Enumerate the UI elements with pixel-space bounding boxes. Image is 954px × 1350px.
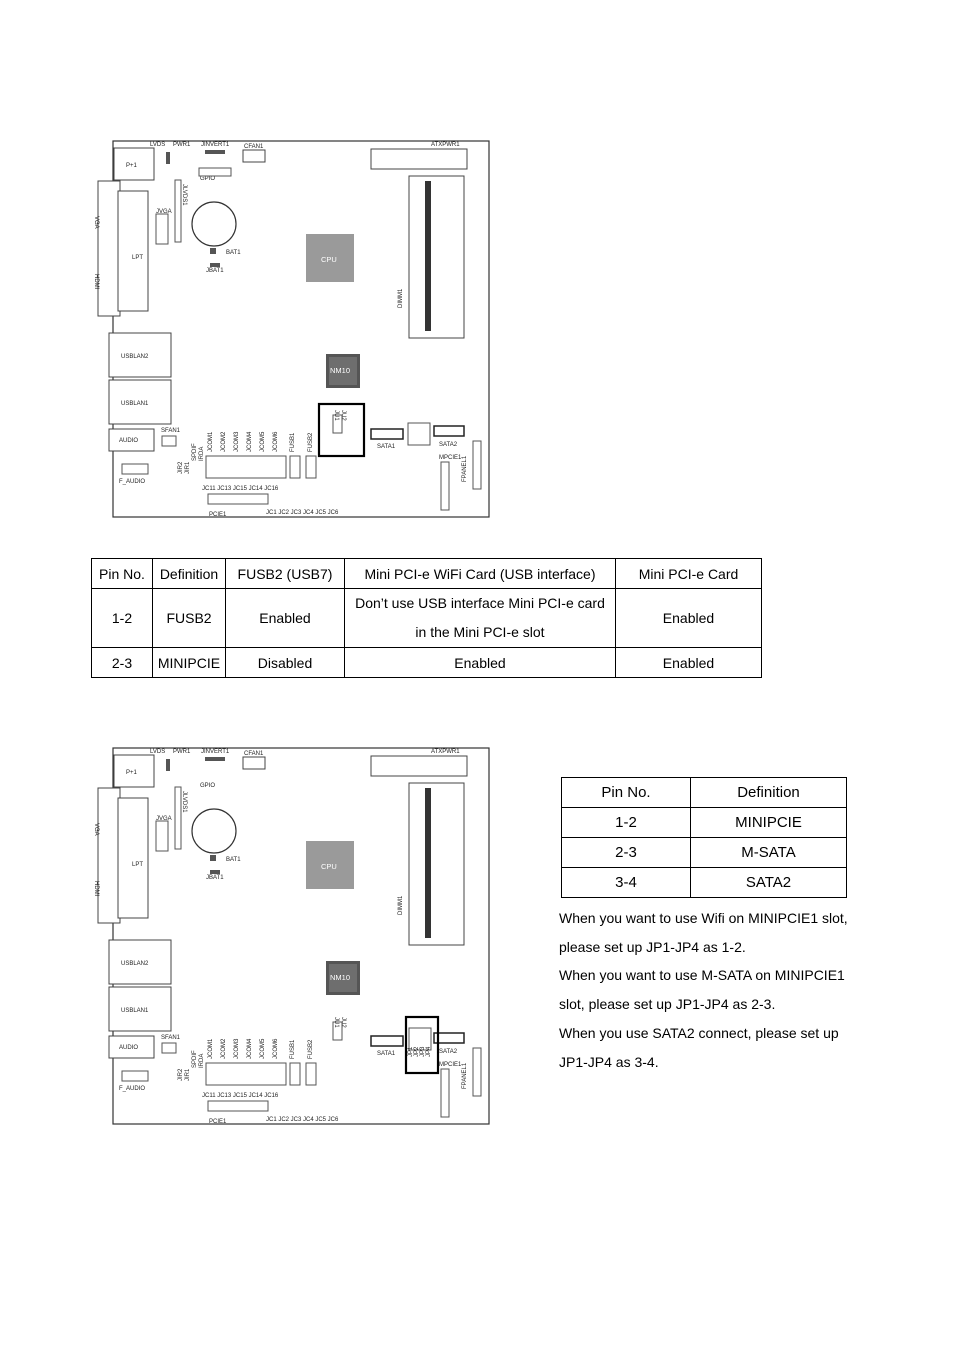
board-label: GPIO	[200, 783, 216, 789]
board-label: JP2	[414, 1046, 420, 1057]
board-label: JCOM6	[273, 431, 279, 452]
header-cell: Definition	[153, 559, 226, 589]
board-label: PWR1	[173, 749, 191, 755]
board-label: JCOM1	[208, 431, 214, 452]
board-label: SATA1	[377, 444, 396, 450]
board-label: SATA2	[439, 1049, 458, 1055]
table-row	[562, 808, 847, 838]
header-cell: Pin No.	[92, 559, 153, 589]
table-cell: FUSB2	[153, 589, 226, 648]
board-label: VGA	[93, 823, 99, 836]
note-line: When you want to use M-SATA on MINIPCIE1	[559, 967, 845, 984]
motherboard-diagram-jp-jumper	[86, 743, 496, 1128]
board-label: PWR1	[173, 142, 191, 148]
header-cell: Definition	[691, 778, 847, 808]
table-row	[92, 648, 762, 678]
board-label: BAT1	[226, 857, 241, 863]
board-label: FPANEL1	[462, 1062, 468, 1089]
board-label: JU2	[340, 1017, 346, 1028]
board-label: LVDS	[150, 142, 166, 148]
board-label: DIMM1	[398, 895, 404, 915]
board-label: DIMM1	[398, 288, 404, 308]
board-label: JU2	[340, 410, 346, 421]
board-label: USBLAN2	[121, 354, 149, 360]
board-label: JVGA	[156, 816, 172, 822]
board-label: FPANEL1	[462, 455, 468, 482]
board-label: MPCIE1	[439, 455, 462, 461]
board-label: JCOM5	[260, 1038, 266, 1059]
note-line: When you want to use Wifi on MINIPCIE1 slot,	[559, 910, 848, 926]
board-label: JC11 JC13 JC15 JC14 JC16	[202, 1093, 279, 1099]
board-label: JP4	[426, 1046, 432, 1057]
board-label: SFAN1	[161, 428, 181, 434]
header-cell: Pin No.	[562, 778, 691, 808]
table-cell-line: in the Mini PCI-e slot	[415, 624, 545, 640]
board-label: JIR2	[178, 1068, 184, 1081]
board-label: JCOM2	[221, 431, 227, 452]
table-cell: Disabled	[226, 648, 345, 678]
board-label: HDMI	[93, 274, 99, 290]
board-label: GPIO	[200, 176, 216, 182]
board-label: AUDIO	[119, 438, 139, 444]
table-cell: MINIPCIE	[153, 648, 226, 678]
board-label: FUSB1	[290, 1039, 296, 1059]
board-label: FUSB2	[308, 1039, 314, 1059]
note-line: JP1-JP4 as 3-4.	[559, 1053, 659, 1070]
board-label: IRDA	[199, 446, 205, 461]
board-label: SATA2	[439, 442, 458, 448]
table-row	[92, 589, 762, 648]
table-cell: SATA2	[691, 868, 847, 898]
jp-jumper-table	[561, 777, 847, 898]
board-label: JP3	[420, 1046, 426, 1057]
board-label: CFAN1	[244, 144, 264, 150]
board-label: JVGA	[156, 209, 172, 215]
board-label: P+1	[126, 770, 137, 776]
board-label: CPU	[321, 862, 337, 871]
board-label: FUSB2	[308, 432, 314, 452]
board-label: JC11 JC13 JC15 JC14 JC16	[202, 486, 279, 492]
board-label: JCOM1	[208, 1038, 214, 1059]
board-label: JU1	[333, 410, 339, 421]
board-label: FUSB1	[290, 432, 296, 452]
board-label: JBAT1	[206, 268, 224, 274]
board-label: LVDS	[150, 749, 166, 755]
board-label: F_AUDIO	[119, 1086, 146, 1092]
board-label: SATA1	[377, 1051, 396, 1057]
table-header-row	[562, 778, 847, 808]
board-label: SFAN1	[161, 1035, 181, 1041]
ju-jumper-table	[91, 558, 762, 678]
table-cell: Enabled	[226, 589, 345, 648]
table-cell: Enabled	[616, 648, 762, 678]
board-label: USBLAN2	[121, 961, 149, 967]
board-label: JCOM5	[260, 431, 266, 452]
board-label: AUDIO	[119, 1045, 139, 1051]
table-cell: Enabled	[345, 648, 616, 678]
board-label: MPCIE1	[439, 1062, 462, 1068]
board-label: JU1	[333, 1017, 339, 1028]
board-label: JINVERT1	[201, 142, 230, 148]
table-cell	[345, 589, 616, 648]
board-label: SPDIF	[192, 443, 198, 461]
table-header-row	[92, 559, 762, 589]
motherboard-diagram-ju-jumper	[86, 136, 496, 521]
table-cell: M-SATA	[691, 838, 847, 868]
board-label: JCOM3	[234, 1038, 240, 1059]
board-label: JIR2	[178, 461, 184, 474]
board-label: PCIE1	[209, 512, 227, 518]
board-label: USBLAN1	[121, 401, 149, 407]
board-label: NM10	[330, 973, 351, 982]
board-label: CPU	[321, 255, 337, 264]
table-cell: Enabled	[616, 589, 762, 648]
board-label: JCOM6	[273, 1038, 279, 1059]
motherboard-layout	[86, 743, 496, 1128]
board-label: JCOM4	[247, 431, 253, 452]
board-label: JLVDS1	[181, 184, 187, 206]
jp-jumper-notes	[559, 904, 869, 1076]
board-label: JLVDS1	[181, 791, 187, 813]
board-label: VGA	[93, 216, 99, 229]
board-label: JCOM4	[247, 1038, 253, 1059]
table-row	[562, 868, 847, 898]
board-label: HDMI	[93, 881, 99, 897]
note-line: please set up JP1-JP4 as 1-2.	[559, 938, 746, 955]
board-label: ATXPWR1	[431, 749, 460, 755]
board-label: P+1	[126, 163, 137, 169]
board-label: JCOM3	[234, 431, 240, 452]
note-line: slot, please set up JP1-JP4 as 2-3.	[559, 996, 776, 1013]
board-label: LPT	[132, 255, 144, 261]
board-label: PCIE1	[209, 1119, 227, 1125]
board-label: IRDA	[199, 1053, 205, 1068]
board-label: LPT	[132, 862, 144, 868]
note-line: When you use SATA2 connect, please set up	[559, 1024, 839, 1041]
table-cell: 1-2	[92, 589, 153, 648]
header-cell: FUSB2 (USB7)	[226, 559, 345, 589]
board-label: CFAN1	[244, 751, 264, 757]
table-cell: 3-4	[562, 868, 691, 898]
table-cell-line: Don’t use USB interface Mini PCI-e card	[355, 595, 605, 611]
board-label: JIR1	[185, 1068, 191, 1081]
table-cell: MINIPCIE	[691, 808, 847, 838]
board-label: NM10	[330, 366, 351, 375]
board-label: USBLAN1	[121, 1008, 149, 1014]
board-label: BAT1	[226, 250, 241, 256]
board-label: ATXPWR1	[431, 142, 460, 148]
board-label: JC1 JC2 JC3 JC4 JC5 JC6	[266, 1117, 339, 1123]
board-label: JCOM2	[221, 1038, 227, 1059]
table-row	[562, 838, 847, 868]
board-label: JINVERT1	[201, 749, 230, 755]
board-label: JIR1	[185, 461, 191, 474]
header-cell: Mini PCI-e WiFi Card (USB interface)	[345, 559, 616, 589]
header-cell: Mini PCI-e Card	[616, 559, 762, 589]
board-label: JP1	[408, 1046, 414, 1057]
board-label: JC1 JC2 JC3 JC4 JC5 JC6	[266, 510, 339, 516]
motherboard-layout	[86, 136, 496, 521]
board-label: SPDIF	[192, 1050, 198, 1068]
table-cell: 2-3	[92, 648, 153, 678]
table-cell: 2-3	[562, 838, 691, 868]
table-cell: 1-2	[562, 808, 691, 838]
board-label: JBAT1	[206, 875, 224, 881]
board-label: F_AUDIO	[119, 479, 146, 485]
